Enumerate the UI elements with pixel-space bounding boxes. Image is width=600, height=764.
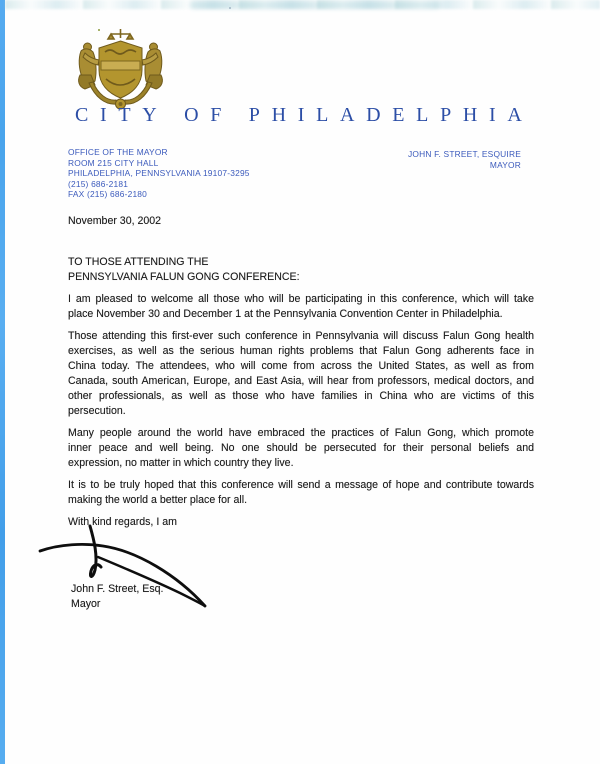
letterhead-letter: I — [100, 104, 107, 126]
office-address-block — [68, 147, 318, 200]
letterhead-letter: F — [210, 104, 222, 126]
scan-edge-strip — [0, 0, 5, 764]
scan-speck — [229, 7, 231, 9]
text-line: making the world a better place for all. — [68, 494, 248, 506]
closing-line: With kind regards, I am — [68, 516, 177, 528]
letterhead-letter: Y — [142, 104, 157, 126]
letterhead-letter: I — [489, 104, 496, 126]
letterhead-letter: I — [297, 104, 305, 126]
text-line: I am pleased to welcome all those who will be participating in this conference, which will take — [68, 293, 534, 305]
letterhead-letter — [168, 104, 172, 127]
official-name-block — [321, 149, 521, 170]
letter-date: November 30, 2002 — [68, 215, 162, 227]
text-line: TO THOSE ATTENDING THE — [68, 256, 209, 268]
letterhead-letter: H — [271, 104, 287, 126]
official-name: JOHN F. STREET, ESQUIRE — [407, 149, 521, 159]
scan-showthrough-blob — [190, 1, 440, 9]
letterhead-letter — [233, 104, 237, 127]
signature-name: John F. Street, Esq. — [71, 583, 164, 595]
letterhead-letter: A — [507, 104, 522, 126]
letterhead-letter: L — [316, 104, 329, 126]
text-line: persecution. — [68, 405, 126, 417]
text-line: Those attending this first-ever such conference in Pennsylvania will discuss Falun Gong health — [68, 330, 534, 342]
letter-body — [68, 214, 534, 530]
text-line: ROOM 215 CITY HALL — [68, 157, 159, 168]
letterhead-letter: P — [248, 104, 260, 126]
text-line: China today. The attendees, who will come from across the United States, as well as from — [68, 360, 534, 372]
text-line: (215) 686-2181 — [68, 178, 129, 189]
text-line: PENNSYLVANIA FALUN GONG CONFERENCE: — [68, 271, 300, 283]
letterhead-title — [75, 104, 522, 130]
letterhead-letter: E — [392, 104, 405, 126]
text-line: FAX (215) 686-2180 — [68, 189, 148, 200]
official-title: MAYOR — [489, 159, 521, 170]
paragraph — [68, 329, 534, 419]
text-line: inner peace and well being. No one should be persecuted for their personal beliefs and — [68, 442, 534, 454]
paragraph — [68, 478, 534, 508]
text-line: PHILADELPHIA, PENNSYLVANIA 19107-3295 — [68, 168, 250, 179]
text-line: place November 30 and December 1 at the Pennsylvania Convention Center in Philadelphia. — [68, 308, 503, 320]
text-line: exercises, as well as the serious human rights problems that Falun Gong adherents face in — [68, 345, 534, 357]
signature-block — [71, 582, 163, 612]
text-line: other professionals, as well as those who have families in China who are victims of this — [68, 390, 534, 402]
salutation — [68, 255, 534, 285]
letterhead-letter: L — [416, 104, 429, 126]
letterhead-letter: H — [462, 104, 478, 126]
letterhead-letter: T — [118, 104, 131, 126]
text-line: It is to be truly hoped that this conference will send a message of hope and contribute towards — [68, 479, 534, 491]
letterhead-letter: D — [366, 104, 381, 126]
paragraph — [68, 426, 534, 471]
text-line: Canada, south American, Europe, and East Asia, will hear from professors, medical doctors, and — [68, 375, 534, 387]
letterhead-letter: O — [184, 104, 199, 126]
paragraphs — [68, 292, 534, 508]
city-seal-icon — [75, 27, 166, 113]
signature-title: Mayor — [71, 598, 101, 610]
text-line: expression, no matter in which country they live. — [68, 457, 294, 469]
text-line: Many people around the world have embraced the practices of Falun Gong, which promote — [68, 427, 534, 439]
letterhead-letter: P — [440, 104, 452, 126]
letterhead-letter: A — [339, 104, 355, 126]
paragraph — [68, 292, 534, 322]
letterhead-letter: C — [75, 104, 89, 126]
text-line: OFFICE OF THE MAYOR — [68, 147, 168, 157]
